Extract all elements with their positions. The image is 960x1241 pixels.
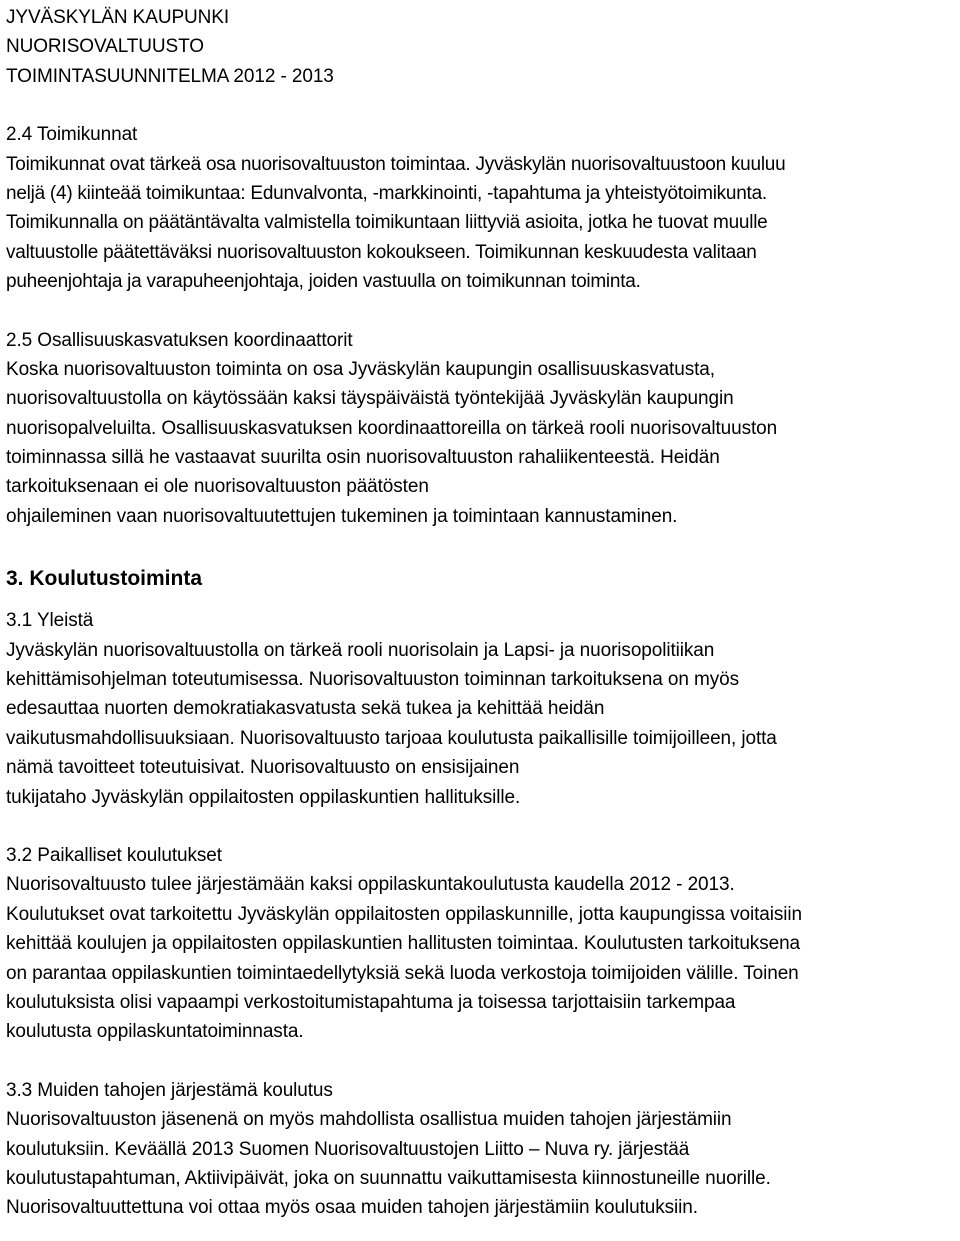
paragraph-line: neljä (4) kiinteää toimikuntaa: Edunvalvonta, -markkinointi, -tapahtuma ja yhteistyötoimikunta. <box>6 182 767 204</box>
document-page <box>6 0 956 1223</box>
paragraph-line: ohjaileminen vaan nuorisovaltuutettujen tukeminen ja toimintaan kannustaminen. <box>6 505 678 527</box>
paragraph-line: valtuustolle päätettäväksi nuorisovaltuuston kokoukseen. Toimikunnan keskuudesta valitaan <box>6 241 757 263</box>
header-org: JYVÄSKYLÄN KAUPUNKI <box>6 7 230 28</box>
section-2-4 <box>6 120 956 296</box>
header-council: NUORISOVALTUUSTO <box>6 36 204 58</box>
paragraph-line: Koska nuorisovaltuuston toiminta on osa Jyväskylän kaupungin osallisuuskasvatusta, <box>6 358 715 380</box>
paragraph-line: toiminnassa sillä he vastaavat suurilta osin nuorisovaltuuston rahaliikenteestä. Heidän <box>6 447 720 469</box>
section-heading: 2.4 Toimikunnat <box>6 124 138 146</box>
paragraph-line: koulutusta oppilaskuntatoiminnasta. <box>6 1021 304 1043</box>
section-heading: 3.1 Yleistä <box>6 610 94 632</box>
paragraph-line: Nuorisovaltuuttettuna voi ottaa myös osaa muiden tahojen järjestämiin koulutuksiin. <box>6 1197 698 1219</box>
paragraph-line: nämä tavoitteet toteutuisivat. Nuorisovaltuusto on ensisijainen <box>6 757 520 779</box>
paragraph-line: kehittämisohjelman toteutumisessa. Nuorisovaltuuston toiminnan tarkoituksena on myös <box>6 669 739 691</box>
paragraph-line: koulutuksiin. Keväällä 2013 Suomen Nuorisovaltuustojen Liitto – Nuva ry. järjestää <box>6 1138 690 1160</box>
chapter-heading: 3. Koulutustoiminta <box>6 567 202 591</box>
paragraph-line: nuorisovaltuustolla on käytössään kaksi täyspäiväistä työntekijää Jyväskylän kaupungin <box>6 388 734 410</box>
header-plan-title: TOIMINTASUUNNITELMA 2012 - 2013 <box>6 65 334 87</box>
paragraph-line: kehittää koulujen ja oppilaitosten oppilaskuntien hallitusten toimintaa. Koulutusten tarkoituksena <box>6 933 800 955</box>
paragraph-line: Toimikunnat ovat tärkeä osa nuorisovaltuuston toimintaa. Jyväskylän nuorisovaltuustoon kuuluu <box>6 153 786 175</box>
paragraph-line: vaikutusmahdollisuuksiaan. Nuorisovaltuusto tarjoaa koulutusta paikallisille toimijoilleen, jotta <box>6 727 777 749</box>
section-2-5 <box>6 326 956 532</box>
document-header <box>6 0 956 91</box>
paragraph-line: tarkoituksenaan ei ole nuorisovaltuuston päätösten <box>6 476 429 498</box>
section-heading: 3.2 Paikalliset koulutukset <box>6 844 222 866</box>
paragraph-line: Nuorisovaltuusto tulee järjestämään kaksi oppilaskuntakoulutusta kaudella 2012 - 2013. <box>6 874 735 896</box>
paragraph-line: koulutustapahtuman, Aktiivipäivät, joka on suunnattu vaikuttamisesta kiinnostuneille nuorille. <box>6 1167 771 1189</box>
paragraph-line: koulutuksista olisi vapaampi verkostoitumistapahtuma ja toisessa tarjottaisiin tarkempaa <box>6 991 736 1013</box>
paragraph-line: Jyväskylän nuorisovaltuustolla on tärkeä rooli nuorisolain ja Lapsi- ja nuorisopolitiikan <box>6 639 715 661</box>
paragraph-line: Koulutukset ovat tarkoitettu Jyväskylän oppilaitosten oppilaskunnille, jotta kaupungissa voitaisiin <box>6 903 802 925</box>
section-3-1 <box>6 606 956 812</box>
paragraph-line: nuorisopalveluilta. Osallisuuskasvatuksen koordinaattoreilla on tärkeä rooli nuorisovaltuuston <box>6 417 778 439</box>
paragraph-line: Nuorisovaltuuston jäsenenä on myös mahdollista osallistua muiden tahojen järjestämiin <box>6 1109 732 1131</box>
paragraph-line: Toimikunnalla on päätäntävalta valmistella toimikuntaan liittyviä asioita, jotka he tuovat muulle <box>6 212 768 234</box>
section-heading: 2.5 Osallisuuskasvatuksen koordinaattorit <box>6 329 353 351</box>
paragraph-line: puheenjohtaja ja varapuheenjohtaja, joiden vastuulla on toimikunnan toiminta. <box>6 271 641 293</box>
section-heading: 3.3 Muiden tahojen järjestämä koulutus <box>6 1079 333 1101</box>
paragraph-line: edesauttaa nuorten demokratiakasvatusta sekä tukea ja kehittää heidän <box>6 698 605 720</box>
section-3-2 <box>6 841 956 1047</box>
section-3-3 <box>6 1076 956 1223</box>
paragraph-line: tukijataho Jyväskylän oppilaitosten oppilaskuntien hallituksille. <box>6 786 521 808</box>
paragraph-line: on parantaa oppilaskuntien toimintaedellytyksiä sekä luoda verkostoja toimijoiden välille. Toinen <box>6 962 799 984</box>
